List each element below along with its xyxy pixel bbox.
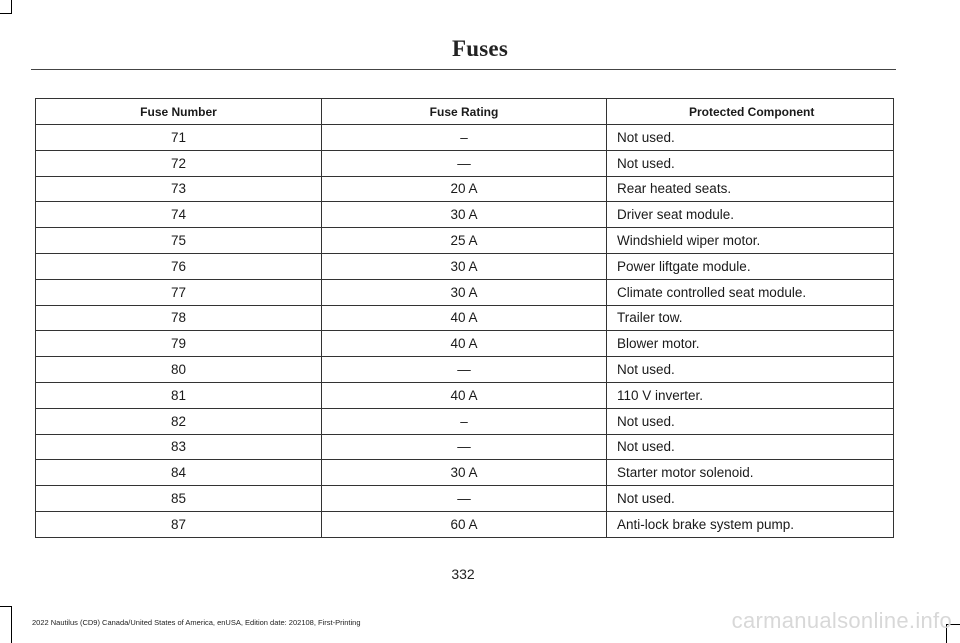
fuse-number-cell: 73 [36, 176, 322, 202]
table-body [36, 125, 894, 538]
protected-component-cell: Not used. [607, 125, 894, 151]
fuse-rating-cell: 30 A [322, 202, 607, 228]
fuse-rating-cell: — [322, 150, 607, 176]
fuse-rating-cell: 30 A [322, 253, 607, 279]
table-row [36, 331, 894, 357]
page-title: Fuses [452, 36, 508, 61]
title-divider [31, 69, 896, 70]
table-row [36, 202, 894, 228]
crop-mark [0, 606, 12, 607]
fuse-rating-header: Fuse Rating [322, 99, 607, 125]
protected-component-cell: Rear heated seats. [607, 176, 894, 202]
fuse-rating-cell: 40 A [322, 331, 607, 357]
fuse-number-cell: 72 [36, 150, 322, 176]
fuse-rating-cell: 40 A [322, 305, 607, 331]
table-row [36, 460, 894, 486]
fuse-number-cell: 76 [36, 253, 322, 279]
table-row [36, 150, 894, 176]
fuse-number-cell: 78 [36, 305, 322, 331]
table-row [36, 305, 894, 331]
fuse-number-cell: 84 [36, 460, 322, 486]
watermark: carmanualsonline.info [731, 608, 952, 633]
page-number: 332 [451, 566, 475, 582]
protected-component-cell: Blower motor. [607, 331, 894, 357]
table-row [36, 253, 894, 279]
fuse-rating-cell: — [322, 357, 607, 383]
fuse-number-cell: 81 [36, 382, 322, 408]
protected-component-cell: Power liftgate module. [607, 253, 894, 279]
fuse-number-cell: 85 [36, 486, 322, 512]
fuse-rating-cell: 60 A [322, 511, 607, 537]
protected-component-cell: Not used. [607, 357, 894, 383]
fuse-number-cell: 83 [36, 434, 322, 460]
protected-component-cell: Not used. [607, 486, 894, 512]
fuse-table [35, 98, 894, 538]
table-header-row [36, 99, 894, 125]
fuse-number-cell: 79 [36, 331, 322, 357]
fuse-rating-cell: — [322, 486, 607, 512]
table-row [36, 279, 894, 305]
table-row [36, 486, 894, 512]
protected-component-cell: 110 V inverter. [607, 382, 894, 408]
protected-component-cell: Starter motor solenoid. [607, 460, 894, 486]
protected-component-cell: Driver seat module. [607, 202, 894, 228]
table-row [36, 357, 894, 383]
table-row [36, 228, 894, 254]
protected-component-header: Protected Component [607, 99, 894, 125]
fuse-rating-cell: – [322, 408, 607, 434]
table-row [36, 125, 894, 151]
fuse-rating-cell: 25 A [322, 228, 607, 254]
fuse-number-cell: 77 [36, 279, 322, 305]
table-row [36, 511, 894, 537]
fuse-number-cell: 71 [36, 125, 322, 151]
protected-component-cell: Not used. [607, 408, 894, 434]
fuse-rating-cell: 20 A [322, 176, 607, 202]
fuse-rating-cell: — [322, 434, 607, 460]
fuse-rating-cell: 40 A [322, 382, 607, 408]
table-row [36, 382, 894, 408]
crop-mark [11, 606, 12, 643]
fuse-number-header: Fuse Number [36, 99, 322, 125]
crop-mark [11, 0, 12, 14]
fuse-number-cell: 80 [36, 357, 322, 383]
fuse-number-cell: 74 [36, 202, 322, 228]
protected-component-cell: Windshield wiper motor. [607, 228, 894, 254]
fuse-number-cell: 82 [36, 408, 322, 434]
protected-component-cell: Climate controlled seat module. [607, 279, 894, 305]
table-row [36, 434, 894, 460]
fuse-rating-cell: – [322, 125, 607, 151]
protected-component-cell: Anti-lock brake system pump. [607, 511, 894, 537]
fuse-rating-cell: 30 A [322, 460, 607, 486]
protected-component-cell: Not used. [607, 434, 894, 460]
table-row [36, 176, 894, 202]
crop-mark [0, 13, 12, 14]
fuse-number-cell: 87 [36, 511, 322, 537]
edition-footer: 2022 Nautilus (CD9) Canada/United States of America, enUSA, Edition date: 202108, First-Printing [32, 618, 361, 627]
protected-component-cell: Trailer tow. [607, 305, 894, 331]
table-row [36, 408, 894, 434]
fuse-number-cell: 75 [36, 228, 322, 254]
protected-component-cell: Not used. [607, 150, 894, 176]
fuse-rating-cell: 30 A [322, 279, 607, 305]
